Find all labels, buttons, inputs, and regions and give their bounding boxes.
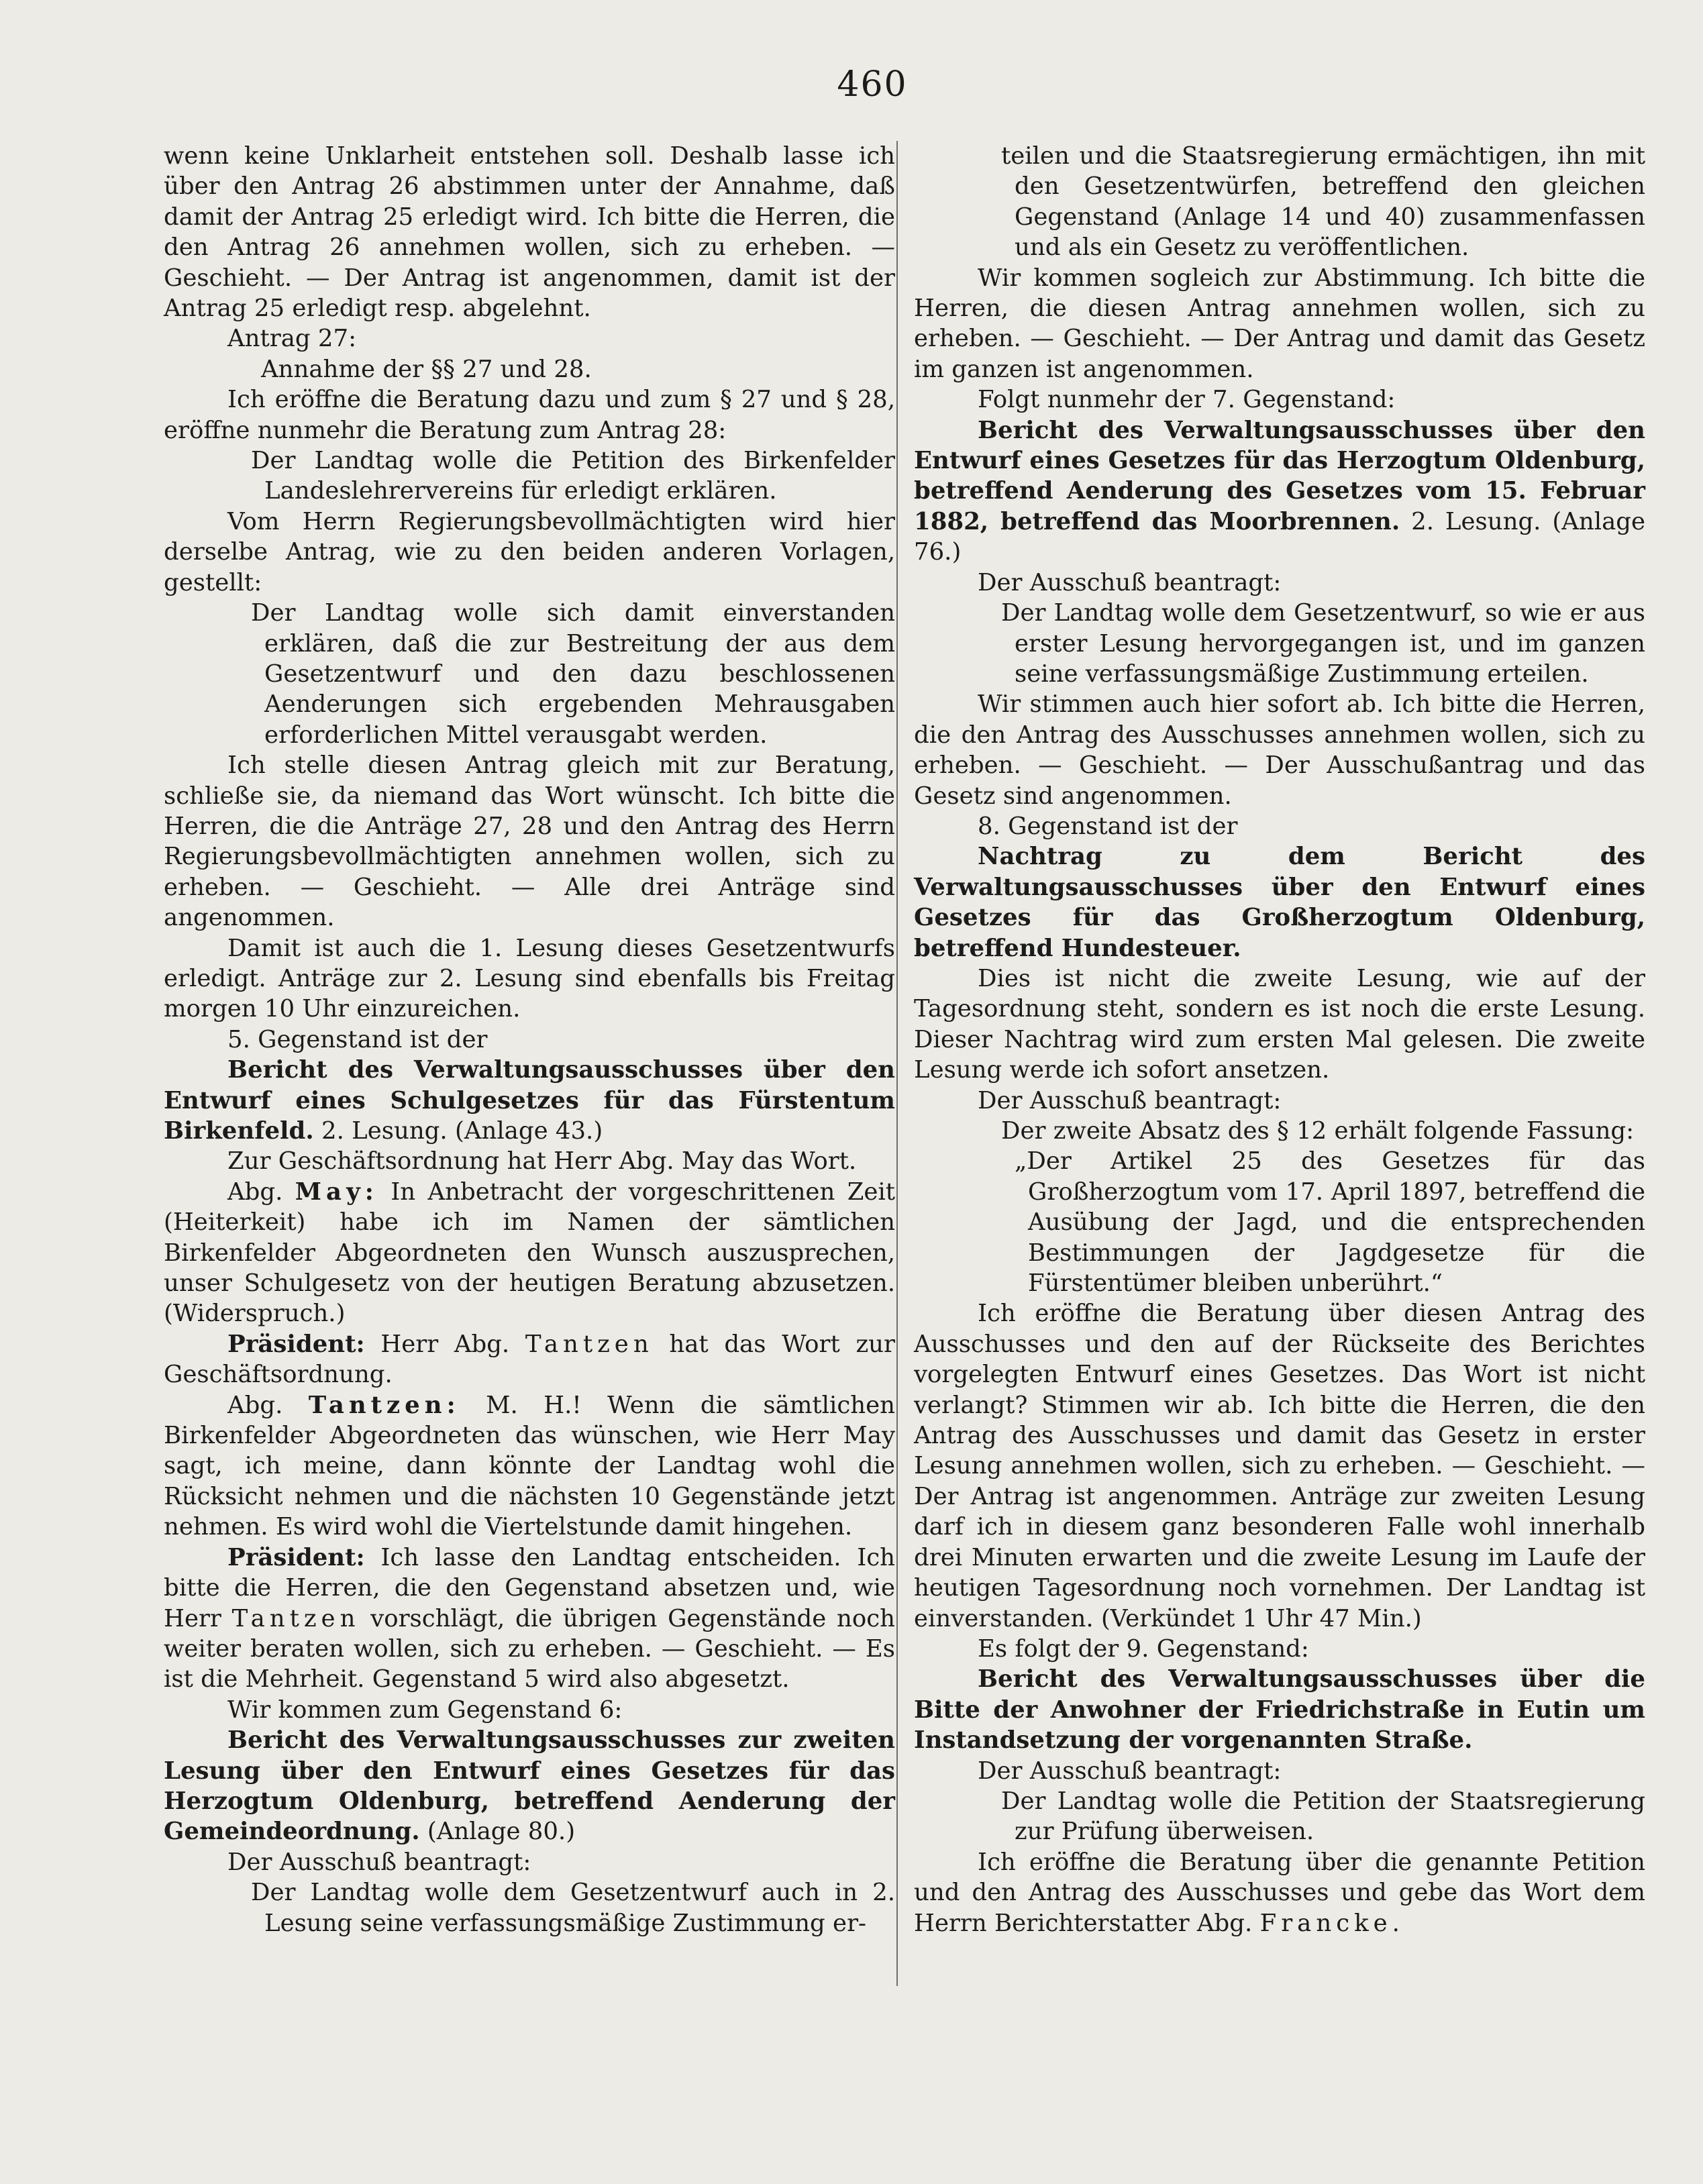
agenda-item (164, 1055, 895, 1146)
quoted-motion: Der Landtag wolle die Petition der Staatsregierung zur Prüfung überweisen. (1001, 1787, 1645, 1846)
speech (164, 1329, 895, 1390)
quoted-motion: Der Landtag wolle dem Gesetzentwurf, so wie er aus erster Lesung hervorgegangen ist, und im ganzen seine verfassungsmäßige Zustimmung erteilen. (1001, 599, 1645, 688)
agenda-item (164, 1725, 895, 1847)
paragraph: Zur Geschäftsordnung hat Herr Abg. May das Wort. (227, 1147, 857, 1176)
paragraph: Der Ausschuß beantragt: (978, 1086, 1282, 1114)
paragraph: Der Ausschuß beantragt: (978, 1757, 1282, 1785)
speech (164, 1177, 895, 1329)
quoted-motion: Der Landtag wolle die Petition des Birkenfelder Landeslehrervereins für erledigt erklären. (251, 447, 895, 505)
agenda-title: Bericht des Verwaltungsausschusses zur zweiten Lesung über den Entwurf eines Gesetzes für das Herzogtum Oldenburg, betreffend Aenderung der Gemeindeordnung. (164, 1726, 895, 1846)
text: Annahme der §§ 27 und 28. (261, 355, 592, 383)
paragraph: Folgt nunmehr der 7. Gegenstand: (978, 386, 1396, 414)
text: Herr Abg. (364, 1330, 525, 1358)
paragraph: 8. Gegenstand ist der (978, 812, 1238, 840)
paragraph: Ich eröffne die Beratung über diesen Antrag des Ausschusses und den auf der Rückseite des Berichtes vorgelegten Entwurf eines Gesetzes. Das Wort ist nicht verlangt? Stimmen wir ab. Ich bitte die Herren, die den Antrag des Ausschusses und damit das Gesetz in erster Lesung annehmen wollen, sich zu erheben. — Geschieht. — Der Antrag ist angenommen. Anträge zur zweiten Lesung darf ich in diesem ganz besonderen Falle wohl innerhalb drei Minuten erwarten und die zweite Lesung im Laufe der heutigen Tagesordnung noch vornehmen. Der Landtag ist einverstanden. (Verkündet 1 Uhr 47 Min.) (914, 1300, 1645, 1632)
paragraph: Es folgt der 9. Gegenstand: (978, 1634, 1309, 1663)
quoted-motion: teilen und die Staatsregierung ermächtigen, ihn mit den Gesetzentwürfen, betreffend den gleichen Gegenstand (Anlage 14 und 40) zusammenfassen und als ein Gesetz zu veröffentlichen. (1001, 142, 1645, 262)
speaker-name: Präsident: (227, 1543, 365, 1571)
text: 2. Lesung. (Anlage 76.) (914, 507, 1645, 566)
text: hat das Wort zur Geschäftsordnung. (164, 1330, 895, 1389)
paragraph: Dies ist nicht die zweite Lesung, wie auf der Tagesordnung steht, sondern es ist noch die erste Lesung. Dieser Nachtrag wird zum ersten Mal gelesen. Die zweite Lesung werde ich sofort ansetzen. (914, 964, 1645, 1084)
paragraph: wenn keine Unklarheit entstehen soll. Deshalb lasse ich über den Antrag 26 abstimmen unter der Annahme, daß damit der Antrag 25 erledigt wird. Ich bitte die Herren, die den Antrag 26 annehmen wollen, sich zu erheben. — Geschieht. — Der Antrag ist angenommen, damit ist der Antrag 25 erledigt resp. abgelehnt. (164, 142, 895, 323)
paragraph: Wir stimmen auch hier sofort ab. Ich bitte die Herren, die den Antrag des Ausschusses annehmen wollen, sich zu erheben. — Geschieht. — Der Ausschußantrag und das Gesetz sind angenommen. (914, 690, 1645, 810)
paragraph: Wir kommen sogleich zur Abstimmung. Ich bitte die Herren, die diesen Antrag annehmen wollen, sich zu erheben. — Geschieht. — Der Antrag und damit das Gesetz im ganzen ist angenommen. (914, 264, 1645, 383)
text: Abg. (227, 1178, 295, 1206)
spaced-name: Tantzen (231, 1604, 360, 1632)
speaker-name: May: (295, 1178, 378, 1206)
paragraph: Damit ist auch die 1. Lesung dieses Gesetzentwurfs erledigt. Anträge zur 2. Lesung sind ebenfalls bis Freitag morgen 10 Uhr einzureichen. (164, 934, 895, 1023)
quoted-motion: Der Landtag wolle sich damit einverstanden erklären, daß die zur Bestreitung der aus dem Gesetzentwurf und den dazu beschlossenen Aenderungen sich ergebenden Mehrausgaben erforderlichen Mittel verausgabt werden. (251, 599, 895, 749)
paragraph: Antrag 27: (227, 325, 357, 353)
speech (164, 1390, 895, 1543)
agenda-title: Bericht des Verwaltungsausschusses über die Bitte der Anwohner der Friedrichstraße in Eutin um Instandsetzung der vorgenannten Straße. (914, 1665, 1645, 1755)
speaker-name: Tantzen: (308, 1391, 460, 1419)
agenda-title: Nachtrag zu dem Bericht des Verwaltungsausschusses über den Entwurf eines Gesetzes für das Großherzogtum Oldenburg, betreffend Hundesteuer. (914, 843, 1645, 962)
paragraph: Vom Herrn Regierungsbevollmächtigten wird hier derselbe Antrag, wie zu den beiden anderen Vorlagen, gestellt: (164, 507, 895, 596)
text: Ich eröffne die Beratung über die genannte Petition und den Antrag des Ausschusses und gebe das Wort dem Herrn Berichterstatter Abg. (914, 1848, 1645, 1937)
agenda-title: Bericht des Verwaltungsausschusses über den Entwurf eines Gesetzes für das Herzogtum Oldenburg, betreffend Aenderung des Gesetzes vom 15. Februar 1882, betreffend das Moorbrennen. (914, 416, 1645, 535)
text: vorschlägt, die übrigen Gegenstände noch weiter beraten wollen, sich zu erheben. — Geschieht. — Es ist die Mehrheit. Gegenstand 5 wird also abgesetzt. (164, 1604, 895, 1694)
paragraph (164, 354, 895, 384)
agenda-item (914, 1664, 1645, 1755)
speaker-name: Präsident: (227, 1330, 365, 1358)
left-column (164, 141, 895, 1938)
spaced-name: Francke (1259, 1909, 1392, 1937)
quoted-motion: Der zweite Absatz des § 12 erhält folgende Fassung: (1001, 1117, 1635, 1145)
agenda-item (914, 841, 1645, 964)
text: (Anlage 80.) (419, 1818, 576, 1846)
right-column (914, 141, 1645, 1938)
text: Ich lasse den Landtag entscheiden. Ich bitte die Herren, die den Gegenstand absetzen und, wie Herr (164, 1543, 895, 1632)
agenda-title: Bericht des Verwaltungsausschusses über den Entwurf eines Schulgesetzes für das Fürstentum Birkenfeld. (164, 1056, 895, 1145)
text: 2. Lesung. (Anlage 43.) (313, 1117, 603, 1145)
paragraph: Ich stelle diesen Antrag gleich mit zur Beratung, schließe sie, da niemand das Wort wünscht. Ich bitte die Herren, die die Anträge 27, 28 und den Antrag des Herrn Regierungsbevollmächtigten annehmen wollen, sich zu erheben. — Geschieht. — Alle drei Anträge sind angenommen. (164, 751, 895, 932)
text: . (1392, 1909, 1400, 1937)
spaced-name: Tantzen (525, 1330, 654, 1358)
paragraph: Ich eröffne die Beratung dazu und zum § 27 und § 28, eröffne nunmehr die Beratung zum Antrag 28: (164, 386, 895, 444)
column-divider (896, 141, 898, 1986)
text: Abg. (227, 1391, 309, 1419)
agenda-item (914, 415, 1645, 568)
quoted-motion: „Der Artikel 25 des Gesetzes für das Großherzogtum vom 17. April 1897, betreffend die Ausübung der Jagd, und die entsprechenden Bestimmungen der Jagdgesetze für die Fürstentümer bleiben unberührt.“ (1015, 1147, 1645, 1298)
speech (164, 1543, 895, 1695)
text: M. H.! Wenn die sämtlichen Birkenfelder Abgeordneten das wünschen, wie Herr May sagt, ich meine, dann könnte der Landtag wohl die Rücksicht nehmen und die nächsten 10 Gegenstände jetzt nehmen. Es wird wohl die Viertelstunde damit hingehen. (164, 1391, 895, 1541)
paragraph: Wir kommen zum Gegenstand 6: (227, 1696, 623, 1724)
quoted-motion: Der Landtag wolle dem Gesetzentwurf auch in 2. Lesung seine verfassungsmäßige Zustimmung er- (251, 1879, 895, 1937)
paragraph: Der Ausschuß beantragt: (227, 1848, 531, 1876)
paragraph: Der Ausschuß beantragt: (978, 568, 1282, 596)
page-number: 460 (837, 64, 908, 105)
paragraph (914, 1847, 1645, 1938)
paragraph: 5. Gegenstand ist der (227, 1025, 488, 1053)
text: In Anbetracht der vorgeschrittenen Zeit (Heiterkeit) habe ich im Namen der sämtlichen Birkenfelder Abgeordneten den Wunsch auszusprechen, unser Schulgesetz von der heutigen Beratung abzusetzen. (Widerspruch.) (164, 1178, 895, 1328)
